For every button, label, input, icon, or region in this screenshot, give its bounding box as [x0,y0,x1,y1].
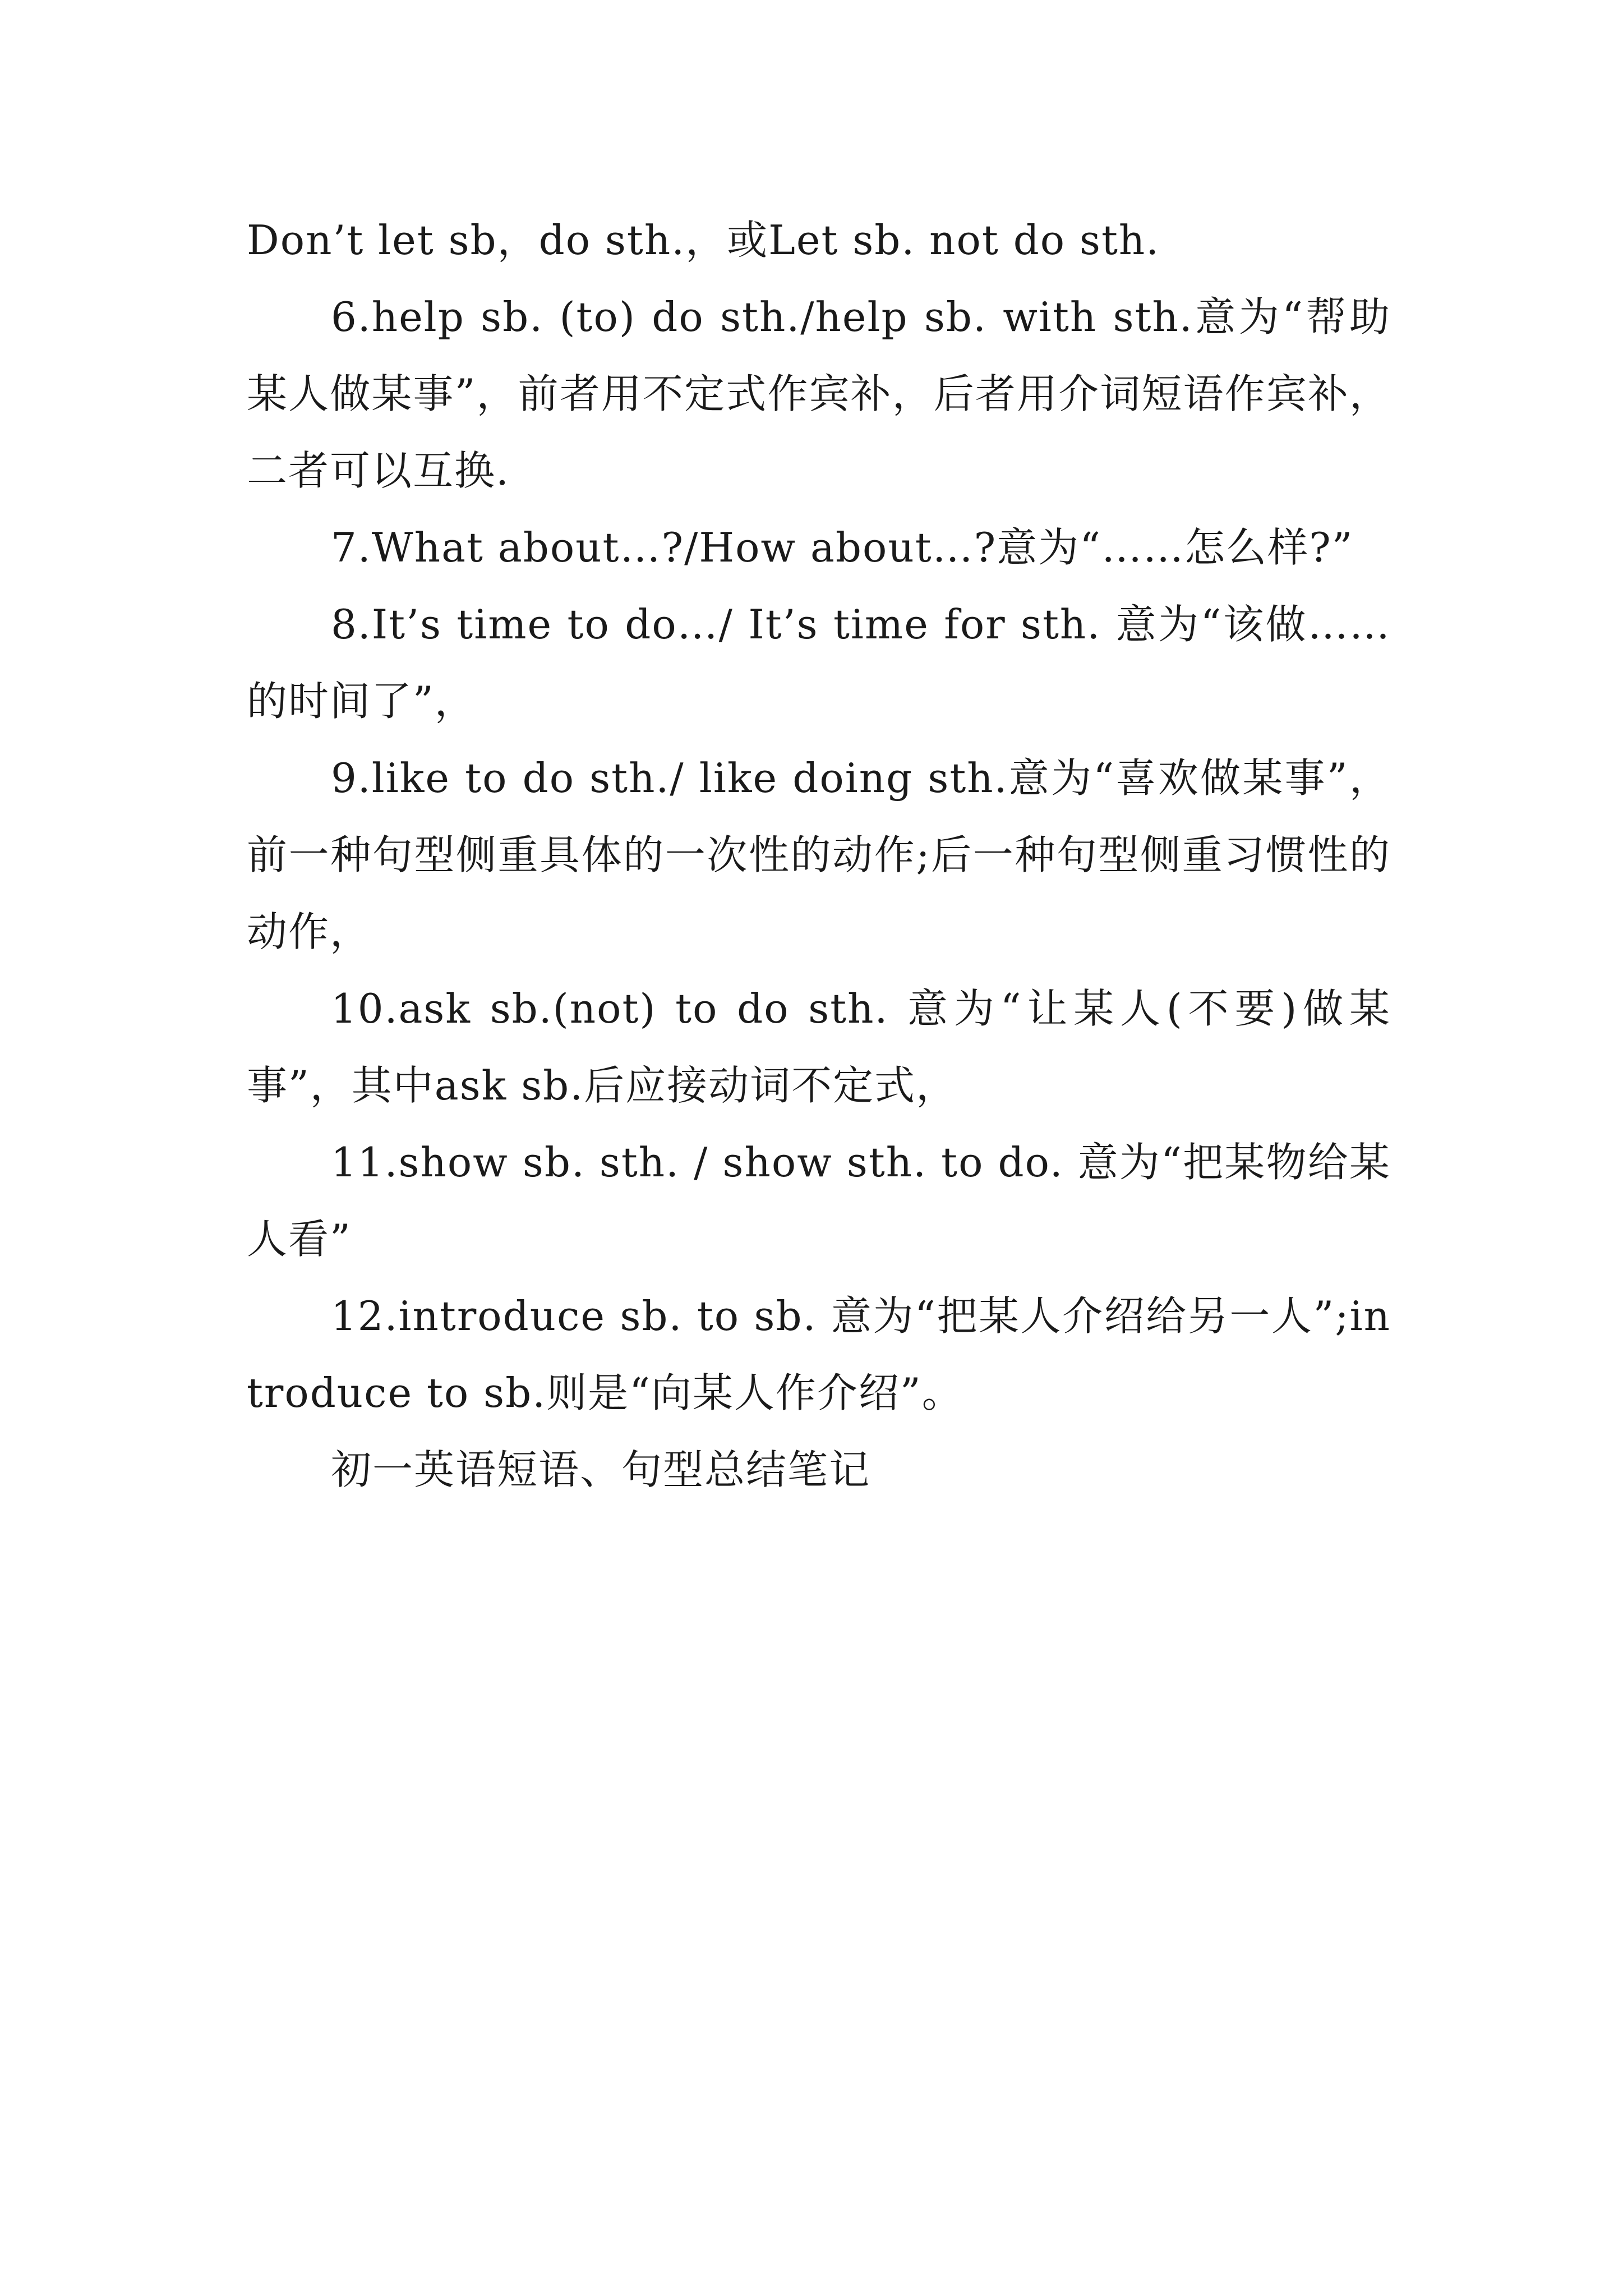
document-footer-title: 初一英语短语、句型总结笔记 [331,1446,871,1493]
paragraph-item-9: 9.like to do sth./ like doing sth.意为“喜欢做某事”， 前一种句型侧重具体的一次性的动作;后一种句型侧重习惯性的动作， [247,754,1391,955]
paragraph-item-12: 12.introduce sb. to sb. 意为“把某人介绍给另一人”;introduce to sb.则是“向某人作介绍”。 [247,1292,1391,1416]
paragraph-item-7: 7.What about…?/How about…?意为“……怎么样?” [331,524,1354,571]
paragraph-item-10: 10.ask sb.(not) to do sth. 意为“让某人(不要)做某事”，其中ask sb.后应接动词不定式， [247,985,1391,1109]
paragraph-continuation: Don’t let sb，do sth.，或Let sb. not do sth. [247,217,1160,264]
paragraph-item-11: 11.show sb. sth. / show sth. to do. 意为“把某物给某人看” [247,1139,1391,1263]
paragraph-item-6: 6.help sb. (to) do sth./help sb. with sth.意为“帮助某人做某事”，前者用不定式作宾补，后者用介词短语作宾补，二者可以互换. [247,293,1391,494]
paragraph-item-8: 8.It’s time to do…/ It’s time for sth. 意为“该做……的时间了”， [247,601,1391,725]
document-body [247,202,1391,1508]
